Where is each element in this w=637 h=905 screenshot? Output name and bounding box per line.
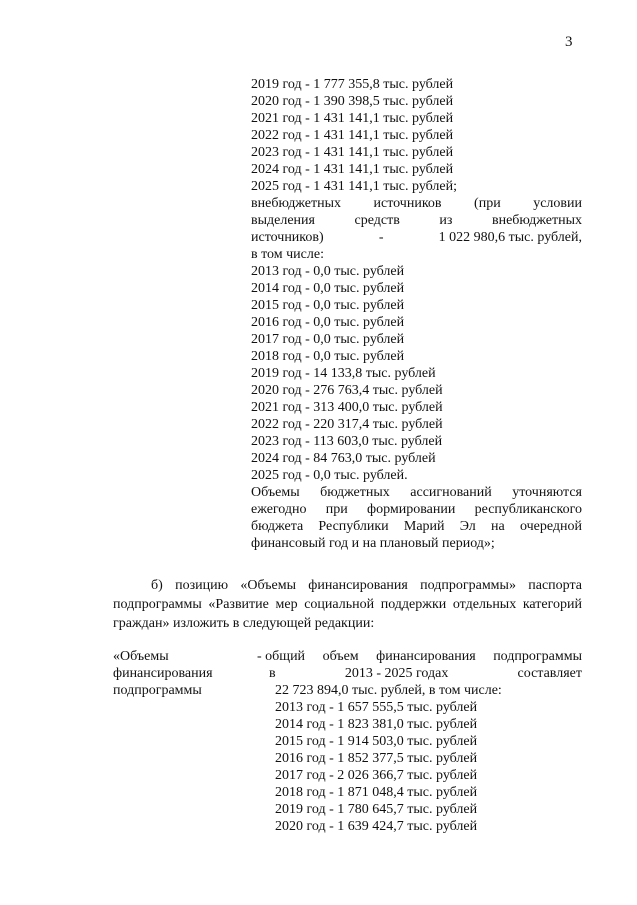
word: бюджетных bbox=[320, 485, 390, 500]
paragraph-b bbox=[113, 576, 582, 633]
funding-line-2019: 2019 год - 1 777 355,8 тыс. рублей bbox=[251, 77, 454, 92]
passport-year-2020: 2020 год - 1 639 424,7 тыс. рублей bbox=[275, 819, 478, 834]
passport-year-2015: 2015 год - 1 914 503,0 тыс. рублей bbox=[275, 734, 478, 749]
page-number: 3 bbox=[565, 34, 573, 50]
word: Объемы bbox=[251, 485, 300, 500]
passport-year-2013: 2013 год - 1 657 555,5 тыс. рублей bbox=[275, 700, 478, 715]
extra-year-2018: 2018 год - 0,0 тыс. рублей bbox=[251, 349, 405, 364]
extra-year-2016: 2016 год - 0,0 тыс. рублей bbox=[251, 315, 405, 330]
word: в bbox=[269, 666, 276, 681]
word: на bbox=[491, 519, 505, 534]
passport-label-line: «Объемы bbox=[113, 649, 169, 664]
word: условии bbox=[533, 196, 582, 211]
word: выделения bbox=[251, 213, 315, 228]
funding-line-2020: 2020 год - 1 390 398,5 тыс. рублей bbox=[251, 94, 454, 109]
extra-year-2020: 2020 год - 276 763,4 тыс. рублей bbox=[251, 383, 443, 398]
extra-budget-line-4: в том числе: bbox=[251, 247, 324, 262]
word: ассигнований bbox=[410, 485, 492, 500]
extra-year-2024: 2024 год - 84 763,0 тыс. рублей bbox=[251, 451, 436, 466]
passport-year-2014: 2014 год - 1 823 381,0 тыс. рублей bbox=[275, 717, 478, 732]
word: (при bbox=[474, 196, 501, 211]
budget-note-line-2 bbox=[251, 501, 582, 518]
word: внебюджетных bbox=[491, 213, 582, 228]
word: при bbox=[325, 502, 348, 517]
passport-value-line-1 bbox=[257, 648, 582, 665]
passport-year-2016: 2016 год - 1 852 377,5 тыс. рублей bbox=[275, 751, 478, 766]
funding-line-2024: 2024 год - 1 431 141,1 тыс. рублей bbox=[251, 162, 454, 177]
extra-year-2025: 2025 год - 0,0 тыс. рублей. bbox=[251, 468, 408, 483]
word: финансирования bbox=[376, 649, 476, 664]
word: - bbox=[378, 230, 384, 245]
word: 2013 - 2025 годах bbox=[344, 666, 449, 681]
funding-line-2023: 2023 год - 1 431 141,1 тыс. рублей bbox=[251, 145, 454, 160]
word: Республики bbox=[318, 519, 389, 534]
extra-budget-line-3 bbox=[251, 229, 582, 246]
passport-total-line: 22 723 894,0 тыс. рублей, в том числе: bbox=[275, 683, 502, 698]
extra-year-2017: 2017 год - 0,0 тыс. рублей bbox=[251, 332, 405, 347]
passport-year-2018: 2018 год - 1 871 048,4 тыс. рублей bbox=[275, 785, 478, 800]
extra-year-2019: 2019 год - 14 133,8 тыс. рублей bbox=[251, 366, 436, 381]
funding-line-2022: 2022 год - 1 431 141,1 тыс. рублей bbox=[251, 128, 454, 143]
word: объем bbox=[322, 649, 359, 664]
passport-value-cell bbox=[257, 648, 582, 835]
extra-year-2023: 2023 год - 113 603,0 тыс. рублей bbox=[251, 434, 443, 449]
budget-note-line-3 bbox=[251, 518, 582, 535]
word: внебюджетных bbox=[251, 196, 342, 211]
extra-year-2014: 2014 год - 0,0 тыс. рублей bbox=[251, 281, 405, 296]
funding-line-2021: 2021 год - 1 431 141,1 тыс. рублей bbox=[251, 111, 454, 126]
word: бюджета bbox=[251, 519, 304, 534]
extra-year-2021: 2021 год - 313 400,0 тыс. рублей bbox=[251, 400, 443, 415]
word: республиканского bbox=[474, 502, 582, 517]
word: Марий bbox=[403, 519, 445, 534]
passport-year-2019: 2019 год - 1 780 645,7 тыс. рублей bbox=[275, 802, 478, 817]
funding-line-2025: 2025 год - 1 431 141,1 тыс. рублей; bbox=[251, 179, 458, 194]
word: из bbox=[439, 213, 453, 228]
passport-label-cell bbox=[113, 648, 253, 699]
word: составляет bbox=[517, 666, 582, 681]
word: Эл bbox=[459, 519, 476, 534]
passport-year-2017: 2017 год - 2 026 366,7 тыс. рублей bbox=[275, 768, 478, 783]
word: очередной bbox=[519, 519, 582, 534]
passport-value-line-2 bbox=[257, 665, 582, 682]
funding-block bbox=[251, 76, 582, 552]
budget-note-line-1 bbox=[251, 484, 582, 501]
word: средств bbox=[354, 213, 400, 228]
word: - общий bbox=[257, 649, 306, 664]
word: источников) bbox=[251, 230, 324, 245]
extra-year-2015: 2015 год - 0,0 тыс. рублей bbox=[251, 298, 405, 313]
budget-note-line-4: финансовый год и на плановый период»; bbox=[251, 536, 495, 551]
word: уточняются bbox=[512, 485, 582, 500]
word: 1 022 980,6 тыс. рублей, bbox=[438, 230, 582, 245]
extra-budget-line-1 bbox=[251, 195, 582, 212]
word: подпрограммы bbox=[493, 649, 582, 664]
extra-budget-line-2 bbox=[251, 212, 582, 229]
word: формировании bbox=[367, 502, 456, 517]
extra-year-2022: 2022 год - 220 317,4 тыс. рублей bbox=[251, 417, 443, 432]
word: источников bbox=[373, 196, 442, 211]
extra-year-2013: 2013 год - 0,0 тыс. рублей bbox=[251, 264, 405, 279]
paragraph-b-text: б) позицию «Объемы финансирования подпрограммы» паспорта подпрограммы «Развитие мер социальной поддержки отдельных категорий граждан» изложить в следующей редакции: bbox=[113, 578, 582, 631]
passport-label-line: финансирования bbox=[113, 666, 213, 681]
word: ежегодно bbox=[251, 502, 307, 517]
passport-label-line: подпрограммы bbox=[113, 683, 202, 698]
